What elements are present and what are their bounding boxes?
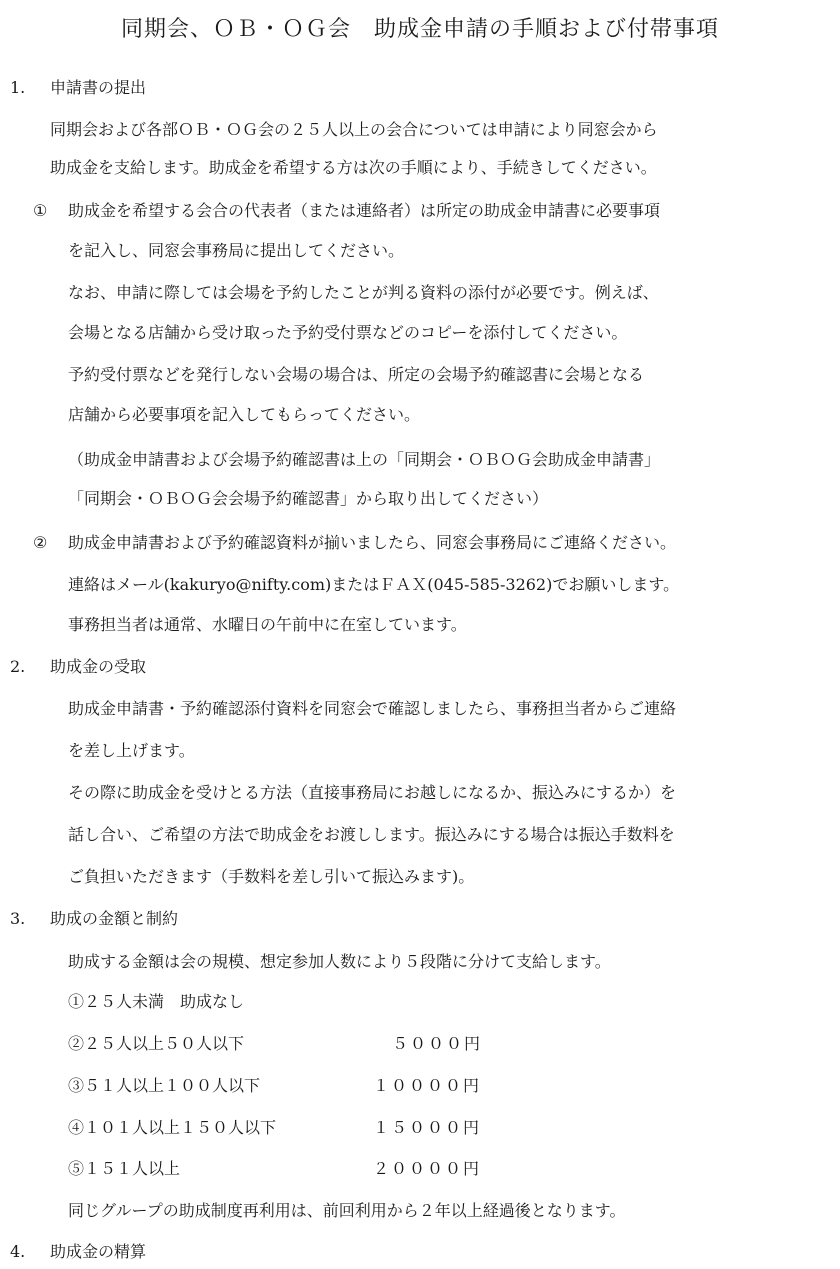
item-2-marker: ②: [33, 533, 48, 552]
section-1-intro-line-2: 助成金を支給します。助成金を希望する方は次の手順により、手続きしてください。: [50, 158, 657, 177]
section-4-heading: 助成金の精算: [50, 1242, 147, 1261]
section-3-intro: 助成する金額は会の規模、想定参加人数により５段階に分けて支給します。: [68, 952, 611, 971]
item-1-line-3: なお、申請に際しては会場を予約したことが判る資料の添付が必要です。例えば、: [68, 283, 659, 302]
item-2-line-1: 助成金申請書および予約確認資料が揃いましたら、同窓会事務局にご連絡ください。: [68, 533, 677, 552]
item-1-line-7: （助成金申請書および会場予約確認書は上の「同期会・ＯＢＯＧ会助成金申請書」: [68, 450, 661, 469]
section-3-heading: 助成の金額と制約: [50, 909, 179, 928]
tier-3-amount: １００００円: [373, 1076, 482, 1095]
item-1-marker: ①: [33, 201, 48, 220]
tier-4-amount: １５０００円: [373, 1118, 482, 1137]
section-3-number: 3.: [10, 909, 26, 928]
tier-1-label: ①２５人未満 助成なし: [68, 992, 245, 1011]
tier-2-amount: ５０００円: [392, 1034, 483, 1053]
item-2-line-3: 事務担当者は通常、水曜日の午前中に在室しています。: [68, 615, 467, 634]
section-1-heading: 申請書の提出: [50, 78, 147, 97]
item-2-line-2: 連絡はメール(kakuryo@nifty.com)またはＦＡＸ(045-585-3262)でお願いします。: [68, 575, 680, 594]
item-1-line-4: 会場となる店舗から受け取った予約受付票などのコピーを添付してください。: [68, 323, 628, 342]
item-1-line-5: 予約受付票などを発行しない会場の場合は、所定の会場予約確認書に会場となる: [68, 365, 645, 384]
tier-5-amount: ２００００円: [373, 1159, 482, 1178]
tier-5-label: ⑤１５１人以上: [68, 1159, 181, 1178]
item-1-line-6: 店舗から必要事項を記入してもらってください。: [68, 405, 421, 424]
tier-4-label: ④１０１人以上１５０人以下: [68, 1118, 277, 1137]
section-2-number: 2.: [10, 657, 26, 676]
section-2-line-4: 話し合い、ご希望の方法で助成金をお渡しします。振込みにする場合は振込手数料を: [68, 825, 675, 844]
section-2-line-5: ご負担いただきます（手数料を差し引いて振込みます)。: [68, 867, 475, 886]
section-1-number: 1.: [10, 78, 26, 97]
section-3-note: 同じグループの助成制度再利用は、前回利用から２年以上経過後となります。: [68, 1201, 626, 1220]
section-2-line-2: を差し上げます。: [68, 741, 195, 760]
item-1-line-8: 「同期会・ＯＢＯＧ会会場予約確認書」から取り出してください）: [68, 489, 549, 508]
section-4-number: 4.: [10, 1242, 26, 1261]
item-1-line-1: 助成金を希望する会合の代表者（または連絡者）は所定の助成金申請書に必要事項: [68, 201, 661, 220]
tier-3-label: ③５１人以上１００人以下: [68, 1076, 261, 1095]
section-1-intro-line-1: 同期会および各部ＯＢ・ＯＧ会の２５人以上の会合については申請により同窓会から: [50, 120, 658, 139]
item-1-line-2: を記入し、同窓会事務局に提出してください。: [68, 241, 405, 260]
section-2-heading: 助成金の受取: [50, 657, 147, 676]
section-2-line-3: その際に助成金を受けとる方法（直接事務局にお越しになるか、振込みにするか）を: [68, 783, 677, 802]
tier-2-label: ②２５人以上５０人以下: [68, 1034, 245, 1053]
section-2-line-1: 助成金申請書・予約確認添付資料を同窓会で確認しましたら、事務担当者からご連絡: [68, 699, 677, 718]
document-title: 同期会、ＯＢ・ＯＧ会 助成金申請の手順および付帯事項: [120, 17, 719, 42]
